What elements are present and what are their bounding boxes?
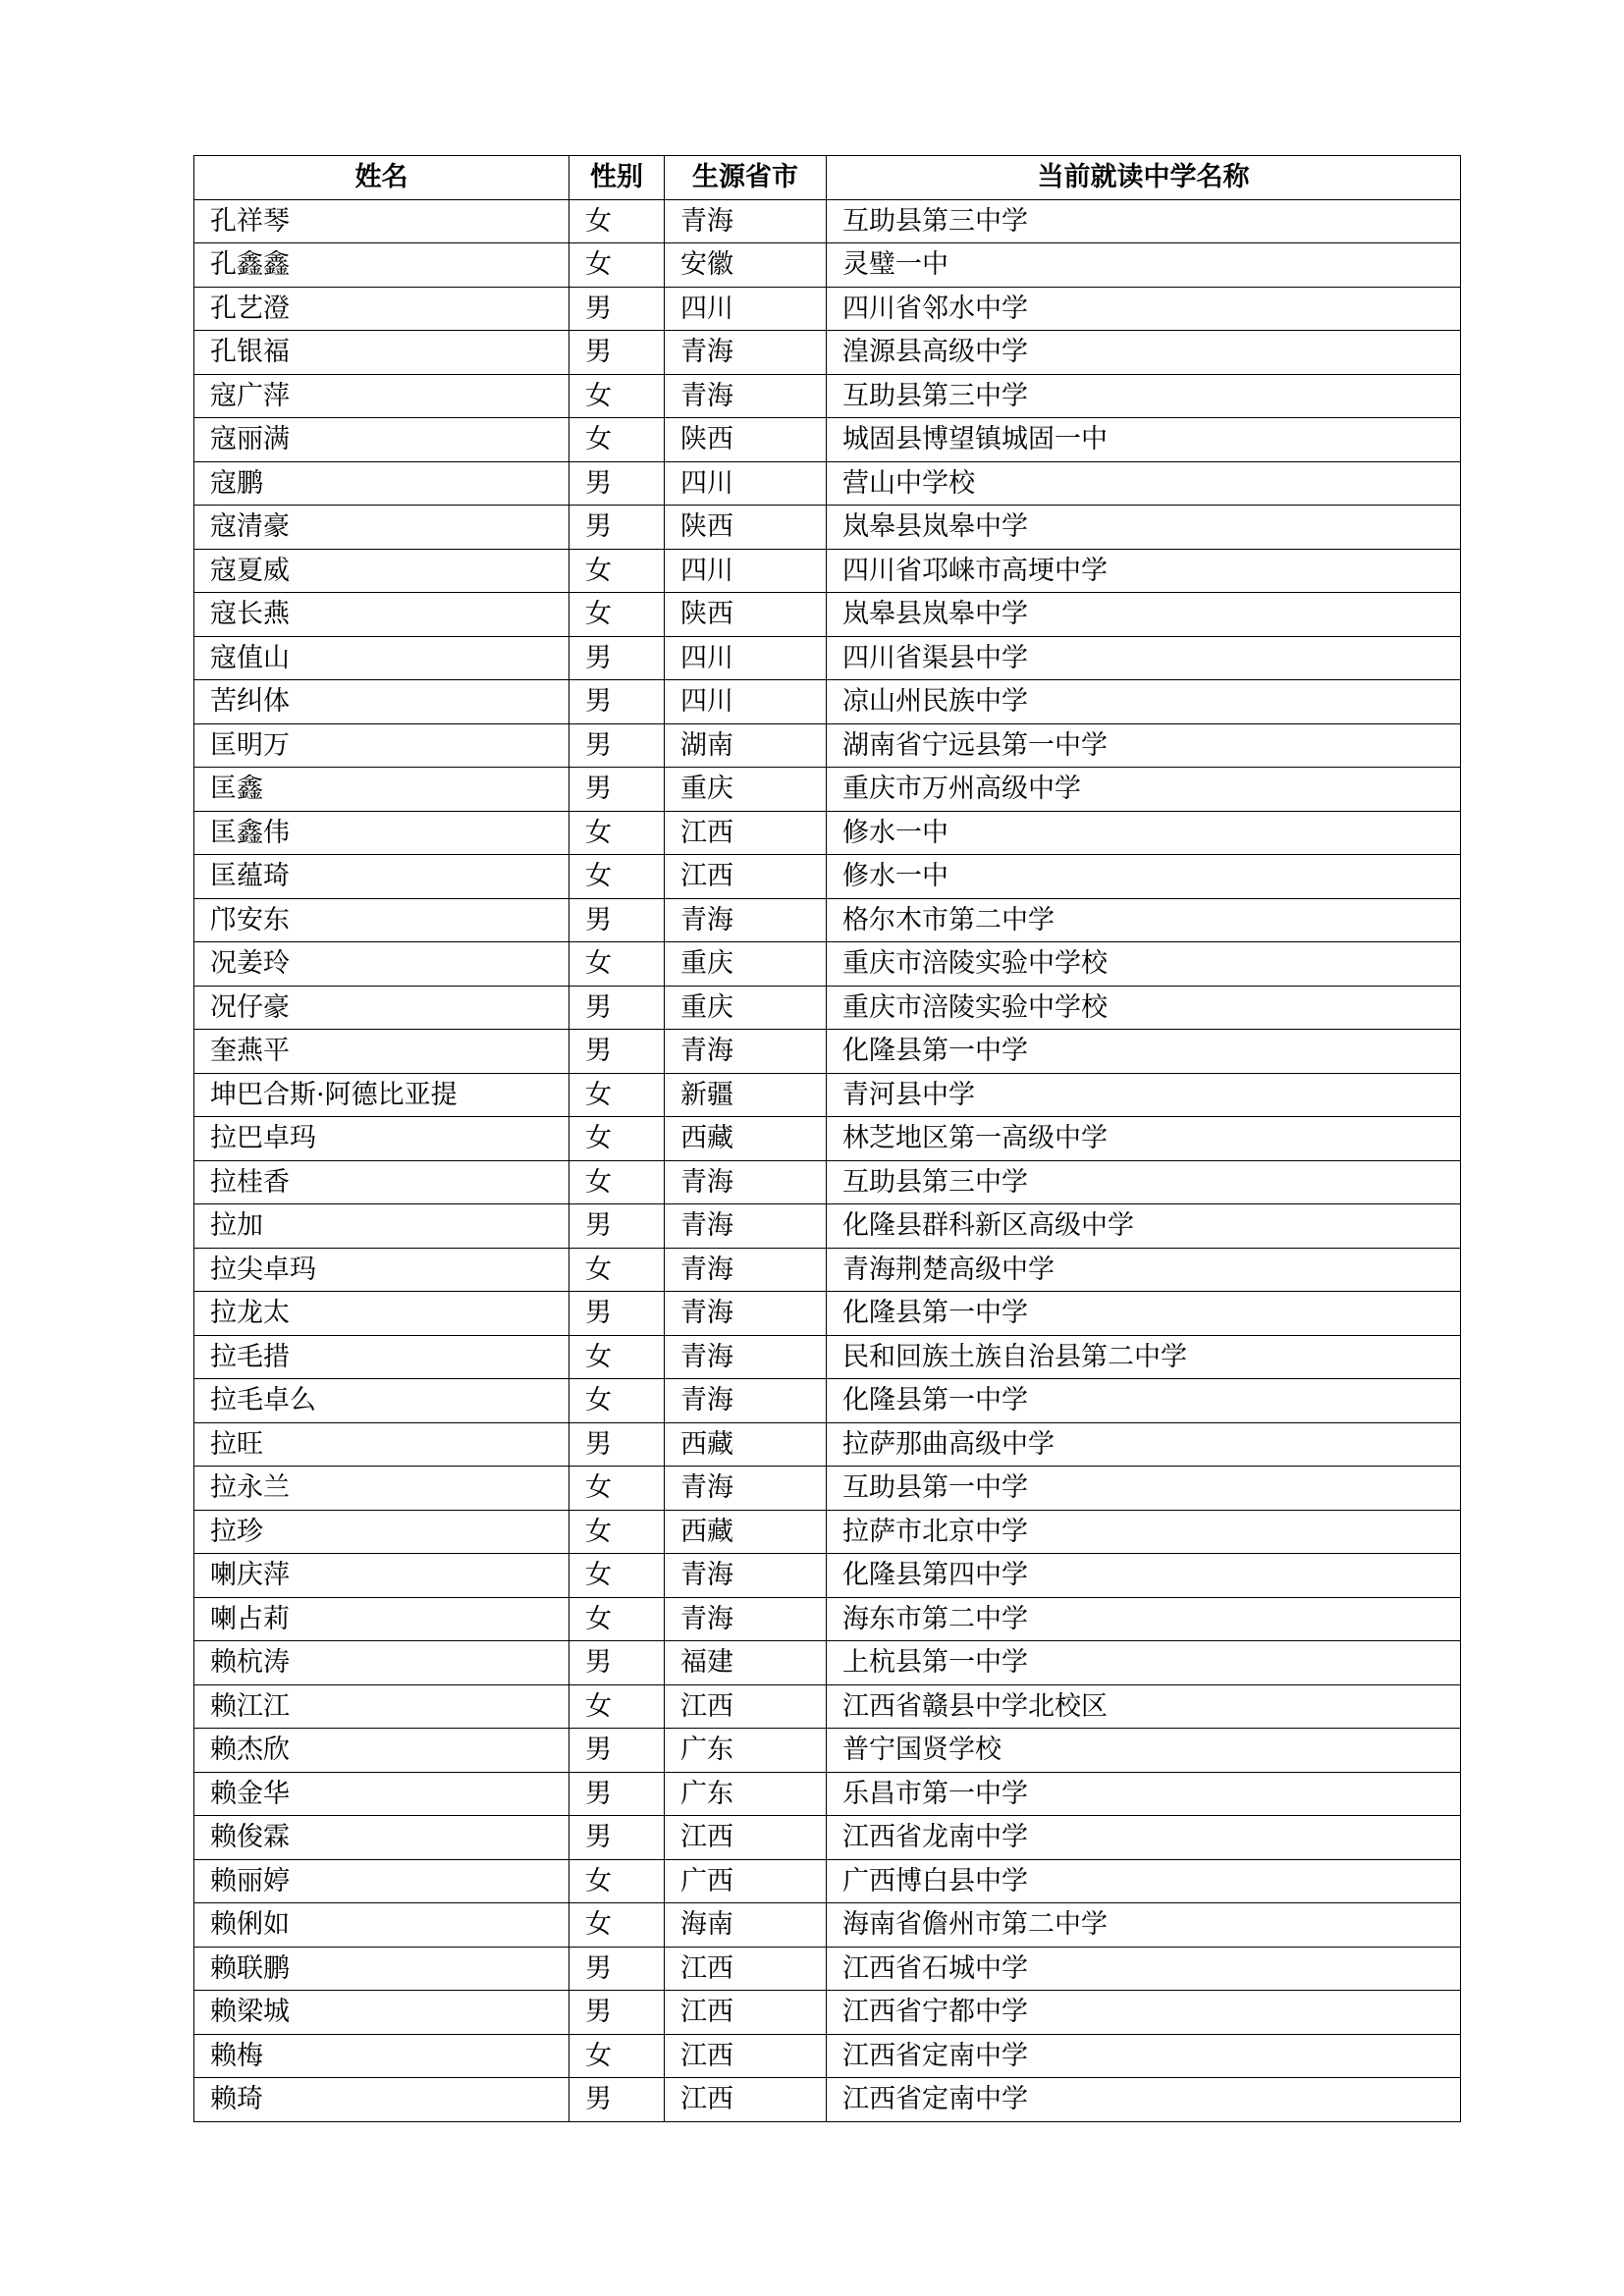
cell-school: 海东市第二中学: [827, 1597, 1461, 1641]
cell-school: 江西省赣县中学北校区: [827, 1684, 1461, 1729]
cell-gender: 女: [569, 1160, 665, 1204]
cell-name: 匡鑫伟: [194, 811, 569, 855]
cell-province: 重庆: [665, 942, 827, 987]
table-row: [194, 723, 1461, 768]
cell-name: 寇夏威: [194, 549, 569, 593]
cell-name: 况仔豪: [194, 986, 569, 1030]
cell-province: 四川: [665, 636, 827, 680]
cell-province: 陕西: [665, 506, 827, 550]
cell-gender: 女: [569, 1117, 665, 1161]
table-row: [194, 1379, 1461, 1423]
cell-province: 江西: [665, 811, 827, 855]
cell-province: 西藏: [665, 1422, 827, 1467]
cell-school: 修水一中: [827, 811, 1461, 855]
cell-school: 江西省定南中学: [827, 2034, 1461, 2078]
table-row: [194, 418, 1461, 462]
cell-gender: 男: [569, 1030, 665, 1074]
cell-province: 青海: [665, 1554, 827, 1598]
header-gender: 性别: [569, 156, 665, 200]
cell-gender: 女: [569, 1335, 665, 1379]
cell-gender: 男: [569, 723, 665, 768]
cell-gender: 女: [569, 1903, 665, 1948]
table-row: [194, 1467, 1461, 1511]
cell-school: 互助县第三中学: [827, 199, 1461, 243]
cell-gender: 女: [569, 1597, 665, 1641]
cell-name: 孔祥琴: [194, 199, 569, 243]
cell-school: 湟源县高级中学: [827, 331, 1461, 375]
cell-school: 岚皋县岚皋中学: [827, 506, 1461, 550]
cell-gender: 男: [569, 331, 665, 375]
cell-name: 寇丽满: [194, 418, 569, 462]
cell-name: 拉永兰: [194, 1467, 569, 1511]
cell-province: 广西: [665, 1859, 827, 1903]
cell-gender: 女: [569, 855, 665, 899]
cell-province: 四川: [665, 549, 827, 593]
table-row: [194, 942, 1461, 987]
cell-gender: 女: [569, 811, 665, 855]
table-row: [194, 1292, 1461, 1336]
table-row: [194, 1597, 1461, 1641]
table-row: [194, 1248, 1461, 1292]
cell-school: 林芝地区第一高级中学: [827, 1117, 1461, 1161]
cell-province: 青海: [665, 331, 827, 375]
cell-name: 喇占莉: [194, 1597, 569, 1641]
cell-gender: 女: [569, 549, 665, 593]
cell-name: 喇庆萍: [194, 1554, 569, 1598]
cell-name: 孔艺澄: [194, 287, 569, 331]
cell-school: 青河县中学: [827, 1073, 1461, 1117]
table-row: [194, 636, 1461, 680]
header-province: 生源省市: [665, 156, 827, 200]
table-row: [194, 1204, 1461, 1249]
cell-gender: 男: [569, 1991, 665, 2035]
table-row: [194, 2078, 1461, 2122]
cell-name: 邝安东: [194, 898, 569, 942]
table-row: [194, 331, 1461, 375]
table-row: [194, 374, 1461, 418]
cell-gender: 男: [569, 680, 665, 724]
table-row: [194, 461, 1461, 506]
cell-school: 广西博白县中学: [827, 1859, 1461, 1903]
cell-school: 化隆县群科新区高级中学: [827, 1204, 1461, 1249]
cell-school: 化隆县第一中学: [827, 1379, 1461, 1423]
cell-province: 四川: [665, 461, 827, 506]
cell-province: 江西: [665, 1991, 827, 2035]
table-row: [194, 506, 1461, 550]
cell-gender: 女: [569, 1859, 665, 1903]
cell-name: 赖杭涛: [194, 1641, 569, 1685]
cell-province: 青海: [665, 1030, 827, 1074]
cell-province: 陕西: [665, 418, 827, 462]
cell-province: 四川: [665, 680, 827, 724]
cell-gender: 女: [569, 1379, 665, 1423]
cell-gender: 男: [569, 287, 665, 331]
cell-province: 青海: [665, 898, 827, 942]
cell-province: 湖南: [665, 723, 827, 768]
cell-name: 赖梅: [194, 2034, 569, 2078]
table-row: [194, 1816, 1461, 1860]
cell-gender: 女: [569, 199, 665, 243]
cell-gender: 男: [569, 1422, 665, 1467]
table-row: [194, 2034, 1461, 2078]
cell-name: 赖金华: [194, 1772, 569, 1816]
table-row: [194, 1117, 1461, 1161]
cell-name: 拉加: [194, 1204, 569, 1249]
cell-school: 重庆市万州高级中学: [827, 768, 1461, 812]
cell-school: 互助县第一中学: [827, 1467, 1461, 1511]
table-row: [194, 1729, 1461, 1773]
cell-school: 城固县博望镇城固一中: [827, 418, 1461, 462]
table-row: [194, 1073, 1461, 1117]
table-row: [194, 1030, 1461, 1074]
cell-gender: 男: [569, 1641, 665, 1685]
cell-school: 四川省邛崃市高埂中学: [827, 549, 1461, 593]
cell-school: 拉萨那曲高级中学: [827, 1422, 1461, 1467]
cell-province: 江西: [665, 855, 827, 899]
cell-name: 赖杰欣: [194, 1729, 569, 1773]
cell-gender: 女: [569, 1073, 665, 1117]
cell-gender: 女: [569, 942, 665, 987]
cell-province: 青海: [665, 1292, 827, 1336]
cell-gender: 女: [569, 418, 665, 462]
cell-province: 江西: [665, 1816, 827, 1860]
cell-gender: 女: [569, 243, 665, 288]
cell-province: 青海: [665, 1204, 827, 1249]
cell-name: 拉旺: [194, 1422, 569, 1467]
cell-school: 青海荆楚高级中学: [827, 1248, 1461, 1292]
cell-gender: 女: [569, 1554, 665, 1598]
cell-gender: 男: [569, 1729, 665, 1773]
cell-gender: 女: [569, 593, 665, 637]
table-row: [194, 855, 1461, 899]
cell-name: 况姜玲: [194, 942, 569, 987]
cell-province: 陕西: [665, 593, 827, 637]
cell-gender: 男: [569, 636, 665, 680]
cell-province: 江西: [665, 2034, 827, 2078]
cell-school: 化隆县第四中学: [827, 1554, 1461, 1598]
cell-province: 青海: [665, 1160, 827, 1204]
cell-name: 孔银福: [194, 331, 569, 375]
cell-name: 赖琦: [194, 2078, 569, 2122]
table-row: [194, 593, 1461, 637]
cell-school: 四川省渠县中学: [827, 636, 1461, 680]
cell-province: 青海: [665, 1335, 827, 1379]
cell-name: 拉尖卓玛: [194, 1248, 569, 1292]
table-row: [194, 549, 1461, 593]
cell-province: 安徽: [665, 243, 827, 288]
cell-name: 苦纠体: [194, 680, 569, 724]
cell-school: 乐昌市第一中学: [827, 1772, 1461, 1816]
header-school: 当前就读中学名称: [827, 156, 1461, 200]
cell-province: 青海: [665, 1379, 827, 1423]
cell-school: 四川省邻水中学: [827, 287, 1461, 331]
cell-name: 拉毛卓么: [194, 1379, 569, 1423]
table-row: [194, 811, 1461, 855]
cell-school: 江西省石城中学: [827, 1947, 1461, 1991]
cell-gender: 女: [569, 2034, 665, 2078]
cell-province: 海南: [665, 1903, 827, 1948]
cell-school: 重庆市涪陵实验中学校: [827, 942, 1461, 987]
cell-province: 青海: [665, 374, 827, 418]
table-row: [194, 1422, 1461, 1467]
cell-gender: 男: [569, 1816, 665, 1860]
cell-gender: 男: [569, 461, 665, 506]
table-header: [194, 156, 1461, 200]
cell-gender: 男: [569, 506, 665, 550]
cell-school: 凉山州民族中学: [827, 680, 1461, 724]
table-row: [194, 1684, 1461, 1729]
cell-name: 寇广萍: [194, 374, 569, 418]
cell-province: 重庆: [665, 768, 827, 812]
cell-school: 上杭县第一中学: [827, 1641, 1461, 1685]
cell-school: 江西省宁都中学: [827, 1991, 1461, 2035]
cell-gender: 男: [569, 1947, 665, 1991]
table-row: [194, 986, 1461, 1030]
cell-gender: 男: [569, 1772, 665, 1816]
cell-name: 拉龙太: [194, 1292, 569, 1336]
cell-school: 民和回族土族自治县第二中学: [827, 1335, 1461, 1379]
cell-name: 拉珍: [194, 1510, 569, 1554]
cell-name: 孔鑫鑫: [194, 243, 569, 288]
cell-province: 西藏: [665, 1510, 827, 1554]
cell-name: 匡蕴琦: [194, 855, 569, 899]
cell-gender: 女: [569, 1467, 665, 1511]
cell-school: 海南省儋州市第二中学: [827, 1903, 1461, 1948]
cell-name: 奎燕平: [194, 1030, 569, 1074]
cell-name: 拉毛措: [194, 1335, 569, 1379]
table-row: [194, 1947, 1461, 1991]
cell-school: 拉萨市北京中学: [827, 1510, 1461, 1554]
cell-name: 寇长燕: [194, 593, 569, 637]
cell-school: 岚皋县岚皋中学: [827, 593, 1461, 637]
table-row: [194, 1510, 1461, 1554]
cell-gender: 男: [569, 768, 665, 812]
cell-gender: 男: [569, 1292, 665, 1336]
cell-school: 江西省定南中学: [827, 2078, 1461, 2122]
cell-name: 寇鹏: [194, 461, 569, 506]
cell-name: 拉巴卓玛: [194, 1117, 569, 1161]
cell-school: 格尔木市第二中学: [827, 898, 1461, 942]
cell-province: 江西: [665, 1947, 827, 1991]
cell-school: 化隆县第一中学: [827, 1030, 1461, 1074]
cell-gender: 男: [569, 1204, 665, 1249]
cell-province: 青海: [665, 1467, 827, 1511]
cell-gender: 男: [569, 898, 665, 942]
table-row: [194, 199, 1461, 243]
cell-gender: 女: [569, 1510, 665, 1554]
cell-name: 赖丽婷: [194, 1859, 569, 1903]
cell-province: 四川: [665, 287, 827, 331]
cell-school: 湖南省宁远县第一中学: [827, 723, 1461, 768]
table-body: [194, 199, 1461, 2121]
cell-school: 化隆县第一中学: [827, 1292, 1461, 1336]
cell-province: 江西: [665, 2078, 827, 2122]
cell-province: 广东: [665, 1772, 827, 1816]
table-row: [194, 768, 1461, 812]
cell-gender: 男: [569, 986, 665, 1030]
table-row: [194, 1772, 1461, 1816]
cell-name: 赖俐如: [194, 1903, 569, 1948]
cell-gender: 男: [569, 2078, 665, 2122]
cell-name: 赖俊霖: [194, 1816, 569, 1860]
cell-name: 赖联鹏: [194, 1947, 569, 1991]
cell-school: 修水一中: [827, 855, 1461, 899]
table-row: [194, 1160, 1461, 1204]
header-row: [194, 156, 1461, 200]
table-row: [194, 1554, 1461, 1598]
cell-school: 灵璧一中: [827, 243, 1461, 288]
table-row: [194, 680, 1461, 724]
cell-name: 坤巴合斯·阿德比亚提: [194, 1073, 569, 1117]
cell-province: 青海: [665, 199, 827, 243]
cell-name: 寇清豪: [194, 506, 569, 550]
cell-school: 普宁国贤学校: [827, 1729, 1461, 1773]
cell-school: 互助县第三中学: [827, 374, 1461, 418]
cell-name: 拉桂香: [194, 1160, 569, 1204]
student-roster-table: [193, 155, 1461, 2122]
cell-province: 西藏: [665, 1117, 827, 1161]
table-row: [194, 1641, 1461, 1685]
header-name: 姓名: [194, 156, 569, 200]
cell-name: 匡明万: [194, 723, 569, 768]
cell-name: 赖江江: [194, 1684, 569, 1729]
table-row: [194, 1335, 1461, 1379]
table-row: [194, 1991, 1461, 2035]
table-row: [194, 1903, 1461, 1948]
cell-name: 赖梁城: [194, 1991, 569, 2035]
cell-school: 江西省龙南中学: [827, 1816, 1461, 1860]
table-row: [194, 1859, 1461, 1903]
table-row: [194, 287, 1461, 331]
cell-province: 福建: [665, 1641, 827, 1685]
table-row: [194, 243, 1461, 288]
cell-province: 青海: [665, 1248, 827, 1292]
cell-name: 匡鑫: [194, 768, 569, 812]
cell-gender: 女: [569, 374, 665, 418]
cell-school: 互助县第三中学: [827, 1160, 1461, 1204]
cell-province: 青海: [665, 1597, 827, 1641]
cell-school: 重庆市涪陵实验中学校: [827, 986, 1461, 1030]
cell-province: 江西: [665, 1684, 827, 1729]
cell-province: 广东: [665, 1729, 827, 1773]
cell-name: 寇值山: [194, 636, 569, 680]
cell-province: 重庆: [665, 986, 827, 1030]
cell-gender: 女: [569, 1248, 665, 1292]
table-row: [194, 898, 1461, 942]
cell-school: 营山中学校: [827, 461, 1461, 506]
cell-gender: 女: [569, 1684, 665, 1729]
cell-province: 新疆: [665, 1073, 827, 1117]
